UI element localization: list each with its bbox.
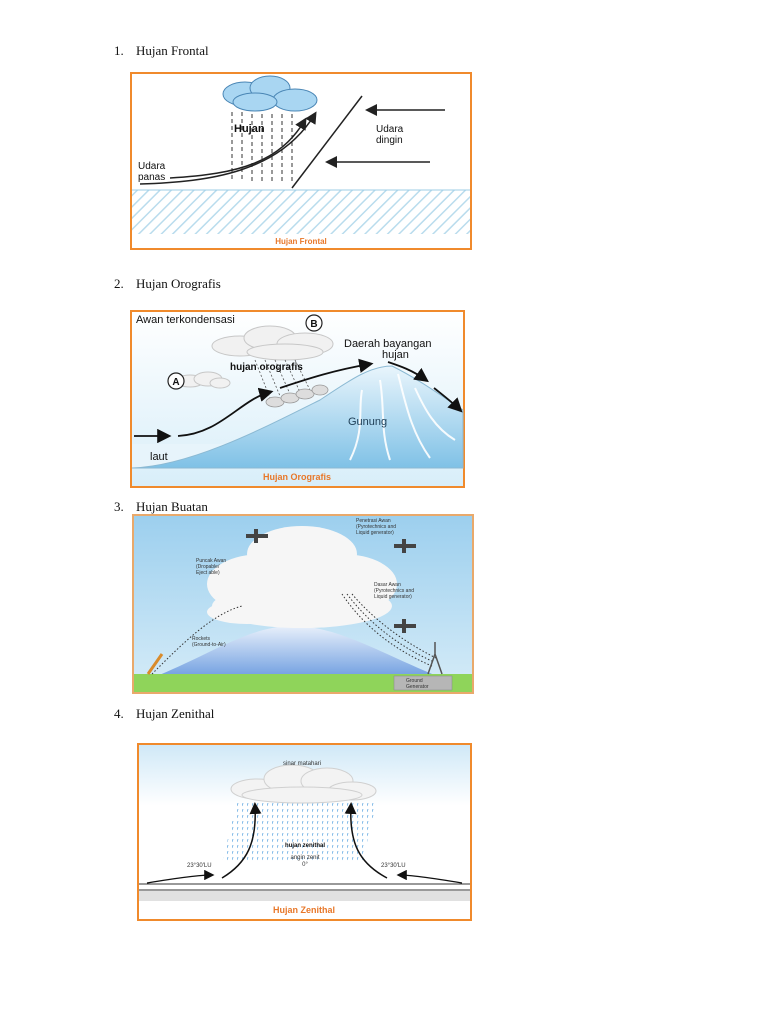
label-rockets-2: (Ground-to-Air) <box>192 642 226 648</box>
label-hujan: Hujan <box>234 123 265 135</box>
label-ground-2: Generator <box>406 684 429 690</box>
label-udara-panas-2: panas <box>138 172 166 183</box>
item-title-zenithal: 4. Hujan Zenithal <box>114 706 215 721</box>
label-lu-right: 23°30'LU <box>381 863 406 869</box>
diagram-hujan-frontal <box>130 72 472 250</box>
diagram-hujan-orografis <box>130 310 465 488</box>
label-puncak-1: Puncak Awan <box>196 558 227 564</box>
label-hujan-zenithal: hujan zenithal <box>284 843 326 849</box>
label-udara-dingin-1: Udara <box>376 124 404 135</box>
label-angin-zenit: angin zenit <box>290 855 320 861</box>
label-udara-dingin-2: dingin <box>376 135 403 146</box>
label-rockets-1: Rockets <box>192 636 211 642</box>
item-title-frontal: 1. Hujan Frontal <box>114 43 209 58</box>
label-dasar-3: Liquid generator) <box>374 594 412 600</box>
label-hujan-orografis: hujan orografis <box>230 362 303 373</box>
label-ground-1: Ground <box>406 678 423 684</box>
label-udara-panas-1: Udara <box>138 161 166 172</box>
label-bayangan-1: Daerah bayangan <box>344 338 432 350</box>
label-puncak-3: Eject able) <box>196 570 220 576</box>
label-b: B <box>310 319 318 330</box>
diagram-hujan-zenithal <box>137 743 472 921</box>
label-penetrasi-3: Liquid generator) <box>356 530 394 536</box>
label-lu-left: 23°30'LU <box>187 863 212 869</box>
label-awan-terkondensasi: Awan terkondensasi <box>136 314 235 326</box>
label-angin-zenit-degree: 0° <box>302 862 308 868</box>
label-sinar-matahari: sinar matahari <box>282 761 322 767</box>
label-gunung: Gunung <box>348 416 388 428</box>
label-dasar-2: (Pyrotechnics and <box>374 588 415 594</box>
label-a: A <box>172 377 180 388</box>
caption-hujan-orografis: Hujan Orografis <box>262 472 332 482</box>
caption-hujan-zenithal: Hujan Zenithal <box>272 905 336 915</box>
item-title-orografis: 2. Hujan Orografis <box>114 276 221 291</box>
label-puncak-2: (Dropable/ <box>196 564 220 570</box>
diagram-hujan-buatan <box>132 514 474 694</box>
item-title-buatan: 3. Hujan Buatan <box>114 499 208 514</box>
label-dasar-1: Dasar Awan <box>374 582 401 588</box>
caption-hujan-frontal: Hujan Frontal <box>275 237 327 246</box>
label-laut: laut <box>150 451 168 463</box>
label-penetrasi-2: (Pyrotechnics and <box>356 524 397 530</box>
label-penetrasi-1: Penetrasi Awan <box>356 518 391 524</box>
label-bayangan-2: hujan <box>382 349 409 361</box>
